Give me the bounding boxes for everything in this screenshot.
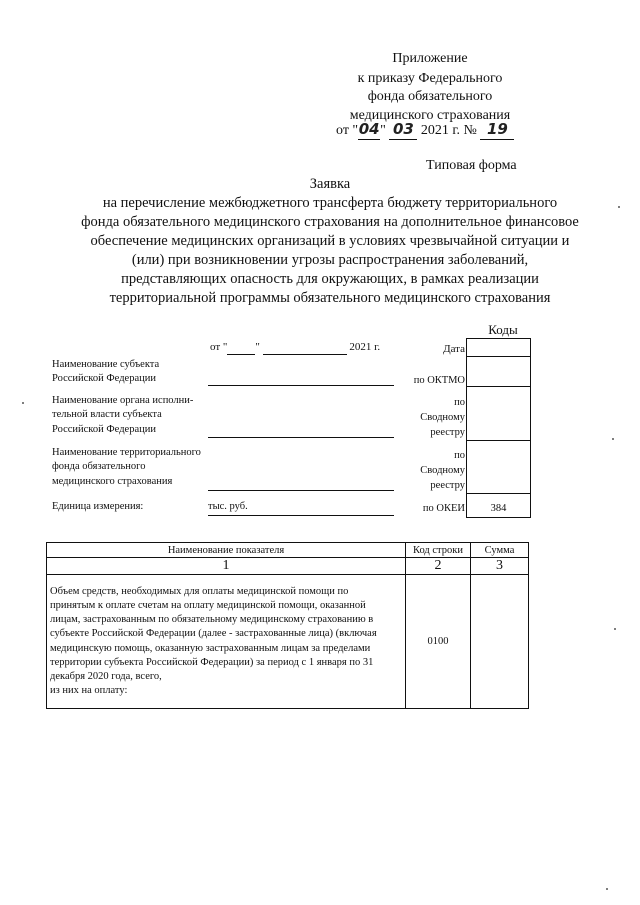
form-date-day-field[interactable] (227, 340, 255, 355)
subject-label-2: Российской Федерации (52, 373, 156, 384)
oktmo-label: по ОКТМО (413, 375, 465, 386)
form-date-line (210, 340, 400, 355)
scan-speck (612, 438, 614, 440)
title-line-1: на перечисление межбюджетного трансферта бюджету территориального (102, 195, 558, 211)
row-description (47, 575, 406, 709)
fund-label-2: фонда обязательного (52, 461, 146, 472)
table-row (47, 575, 529, 709)
title-line-2: фонда обязательного медицинского страхования на дополнительное финансовое (81, 214, 579, 230)
scan-speck (22, 402, 24, 404)
date-mid: " (380, 123, 386, 138)
title-line-3: обеспечение медицинских организаций в условиях чрезвычайной ситуации и (90, 233, 570, 249)
row-line: медицинскую помощь, оказанную застрахованным лицам за пределами (50, 642, 371, 654)
organ-label-3: Российской Федерации (52, 424, 156, 435)
col-number-3: 3 (471, 558, 529, 575)
date-label: Дата (443, 343, 465, 355)
date-month: 03 (389, 120, 417, 140)
row-line: лицам, застрахованным по обязательному медицинскому страхованию в (50, 614, 374, 626)
codes-header: Коды (488, 322, 518, 337)
form-date-prefix: от " (210, 341, 228, 353)
order-date-line (336, 120, 536, 140)
header-sum: Сумма (471, 543, 529, 558)
title-line-4: (или) при возникновении угрозы распространения заболеваний, (131, 252, 529, 268)
scan-speck (614, 628, 616, 630)
fund-label-1: Наименование территориального (52, 447, 201, 458)
order-line-1: к приказу Федерального (357, 71, 503, 86)
organ-field[interactable] (208, 437, 394, 438)
doc-heading: Заявка (309, 176, 351, 192)
organ-label-2: тельной власти субъекта (52, 409, 162, 420)
indicator-table (46, 542, 529, 709)
row-line: территории субъекта Российской Федерации) за период с 1 января по 31 (50, 656, 374, 668)
registry1-label-2: Сводному (420, 412, 465, 423)
date-year: 2021 г. № (420, 123, 477, 138)
fund-field[interactable] (208, 490, 394, 491)
form-date-month-field[interactable] (263, 340, 347, 355)
header-indicator: Наименование показателя (47, 543, 406, 558)
row-line: субъекте Российской Федерации (далее - застрахованные лица) (включая (50, 628, 377, 640)
col-number-1: 1 (47, 558, 406, 575)
codes-column (466, 338, 531, 518)
subject-label-1: Наименование субъекта (52, 359, 160, 370)
order-line-3: медицинского страхования (349, 108, 511, 123)
organ-label-1: Наименование органа исполни- (52, 395, 194, 406)
scan-speck (606, 888, 608, 890)
date-day: 04 (358, 120, 380, 138)
registry2-label-1: по (454, 450, 465, 461)
codes-divider (466, 440, 531, 441)
row-line: из них на оплату: (50, 685, 128, 697)
row-line: принятым к оплате счетам на оплату медицинской помощи, оказанной (50, 599, 366, 611)
title-line-5: представляющих опасность для окружающих, в рамках реализации (121, 271, 539, 287)
registry1-label-1: по (454, 397, 465, 408)
row-line: Объем средств, необходимых для оплаты медицинской помощи по (50, 585, 349, 597)
fund-label-3: медицинского страхования (52, 476, 173, 487)
appendix-title: Приложение (392, 51, 468, 66)
codes-divider (466, 356, 531, 357)
date-prefix: от " (336, 123, 359, 138)
okei-value: 384 (490, 503, 507, 514)
form-date-year: 2021 г. (349, 341, 381, 353)
form-type: Типовая форма (426, 158, 517, 173)
form-date-mid: " (255, 341, 260, 353)
order-number: 19 (480, 120, 514, 140)
table-number-row (47, 558, 529, 575)
registry1-label-3: реестру (430, 427, 465, 438)
unit-label: Единица измерения: (52, 501, 144, 512)
subject-field[interactable] (208, 385, 394, 386)
row-code: 0100 (406, 575, 471, 709)
codes-divider (466, 493, 531, 494)
order-line-2: фонда обязательного (367, 89, 493, 104)
unit-value: тыс. руб. (208, 500, 394, 516)
title-line-6: территориальной программы обязательного медицинского страхования (109, 290, 551, 306)
col-number-2: 2 (406, 558, 471, 575)
header-code: Код строки (406, 543, 471, 558)
row-sum[interactable] (471, 575, 529, 709)
registry2-label-3: реестру (430, 480, 465, 491)
codes-divider (466, 386, 531, 387)
okei-label: по ОКЕИ (422, 503, 465, 514)
row-line: декабря 2020 года, всего, (50, 670, 162, 682)
registry2-label-2: Сводному (420, 465, 465, 476)
table-header-row (47, 543, 529, 558)
scan-speck (618, 206, 620, 208)
